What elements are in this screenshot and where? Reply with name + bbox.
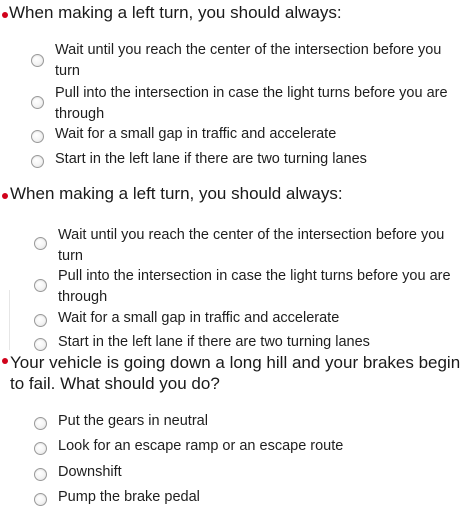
- radio-button[interactable]: [31, 130, 44, 143]
- question-bullet-icon: [2, 12, 8, 18]
- question-2-text: When making a left turn, you should always:: [10, 184, 343, 203]
- radio-button[interactable]: [31, 96, 44, 109]
- radio-button[interactable]: [34, 279, 47, 292]
- option-label: Wait until you reach the center of the intersection before you turn: [55, 42, 442, 79]
- question-bullet-icon: [2, 358, 8, 364]
- gutter-divider: [9, 290, 10, 350]
- option-label: Wait until you reach the center of the intersection before you turn: [58, 227, 445, 264]
- radio-button[interactable]: [34, 417, 47, 430]
- option-label: Start in the left lane if there are two turning lanes: [55, 151, 367, 167]
- radio-button[interactable]: [34, 237, 47, 250]
- question-3-text: Your vehicle is going down a long hill and your brakes begin to fail. What should you do?: [10, 353, 461, 393]
- option-label: Pull into the intersection in case the light turns before you are through: [55, 85, 448, 122]
- option-label: Pump the brake pedal: [58, 489, 200, 505]
- option-label: Start in the left lane if there are two turning lanes: [58, 334, 370, 350]
- radio-button[interactable]: [34, 338, 47, 351]
- radio-button[interactable]: [31, 54, 44, 67]
- radio-button[interactable]: [34, 442, 47, 455]
- option-label: Wait for a small gap in traffic and accelerate: [58, 310, 340, 326]
- radio-button[interactable]: [31, 155, 44, 168]
- radio-button[interactable]: [34, 468, 47, 481]
- option-label: Put the gears in neutral: [58, 413, 208, 429]
- radio-button[interactable]: [34, 493, 47, 506]
- option-label: Pull into the intersection in case the light turns before you are through: [58, 268, 451, 305]
- option-label: Look for an escape ramp or an escape route: [58, 438, 344, 454]
- option-label: Downshift: [58, 464, 122, 480]
- option-label: Wait for a small gap in traffic and accelerate: [55, 126, 337, 142]
- question-1-text: When making a left turn, you should always:: [9, 3, 342, 22]
- radio-button[interactable]: [34, 314, 47, 327]
- question-bullet-icon: [2, 193, 8, 199]
